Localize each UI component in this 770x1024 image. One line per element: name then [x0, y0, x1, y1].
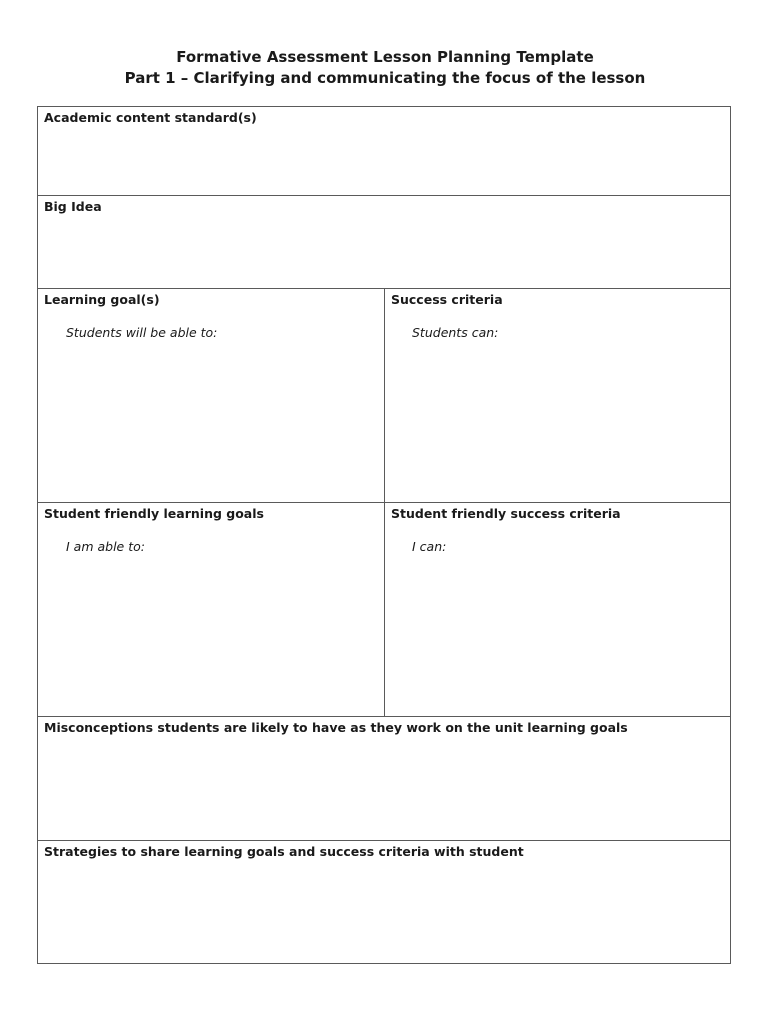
academic-standards-label: Academic content standard(s): [44, 110, 257, 125]
student-friendly-criteria-label: Student friendly success criteria: [391, 506, 621, 521]
student-friendly-goals-prompt: I am able to:: [66, 539, 145, 554]
student-friendly-goals-box[interactable]: [37, 502, 385, 717]
learning-goals-prompt: Students will be able to:: [66, 325, 218, 340]
document-header: [0, 47, 770, 89]
document-title: Formative Assessment Lesson Planning Template: [176, 48, 594, 66]
academic-standards-box[interactable]: [37, 106, 731, 196]
success-criteria-prompt: Students can:: [412, 325, 499, 340]
student-friendly-criteria-box[interactable]: [384, 502, 731, 717]
learning-goals-label: Learning goal(s): [44, 292, 160, 307]
success-criteria-box[interactable]: [384, 288, 731, 503]
learning-goals-box[interactable]: [37, 288, 385, 503]
success-criteria-label: Success criteria: [391, 292, 503, 307]
misconceptions-box[interactable]: [37, 716, 731, 841]
document-subtitle: Part 1 – Clarifying and communicating the focus of the lesson: [124, 69, 646, 87]
misconceptions-label: Misconceptions students are likely to have as they work on the unit learning goals: [44, 720, 628, 735]
student-friendly-criteria-prompt: I can:: [412, 539, 447, 554]
student-friendly-goals-label: Student friendly learning goals: [44, 506, 264, 521]
strategies-box[interactable]: [37, 840, 731, 964]
big-idea-label: Big Idea: [44, 199, 102, 214]
big-idea-box[interactable]: [37, 195, 731, 289]
strategies-label: Strategies to share learning goals and success criteria with student: [44, 844, 524, 859]
